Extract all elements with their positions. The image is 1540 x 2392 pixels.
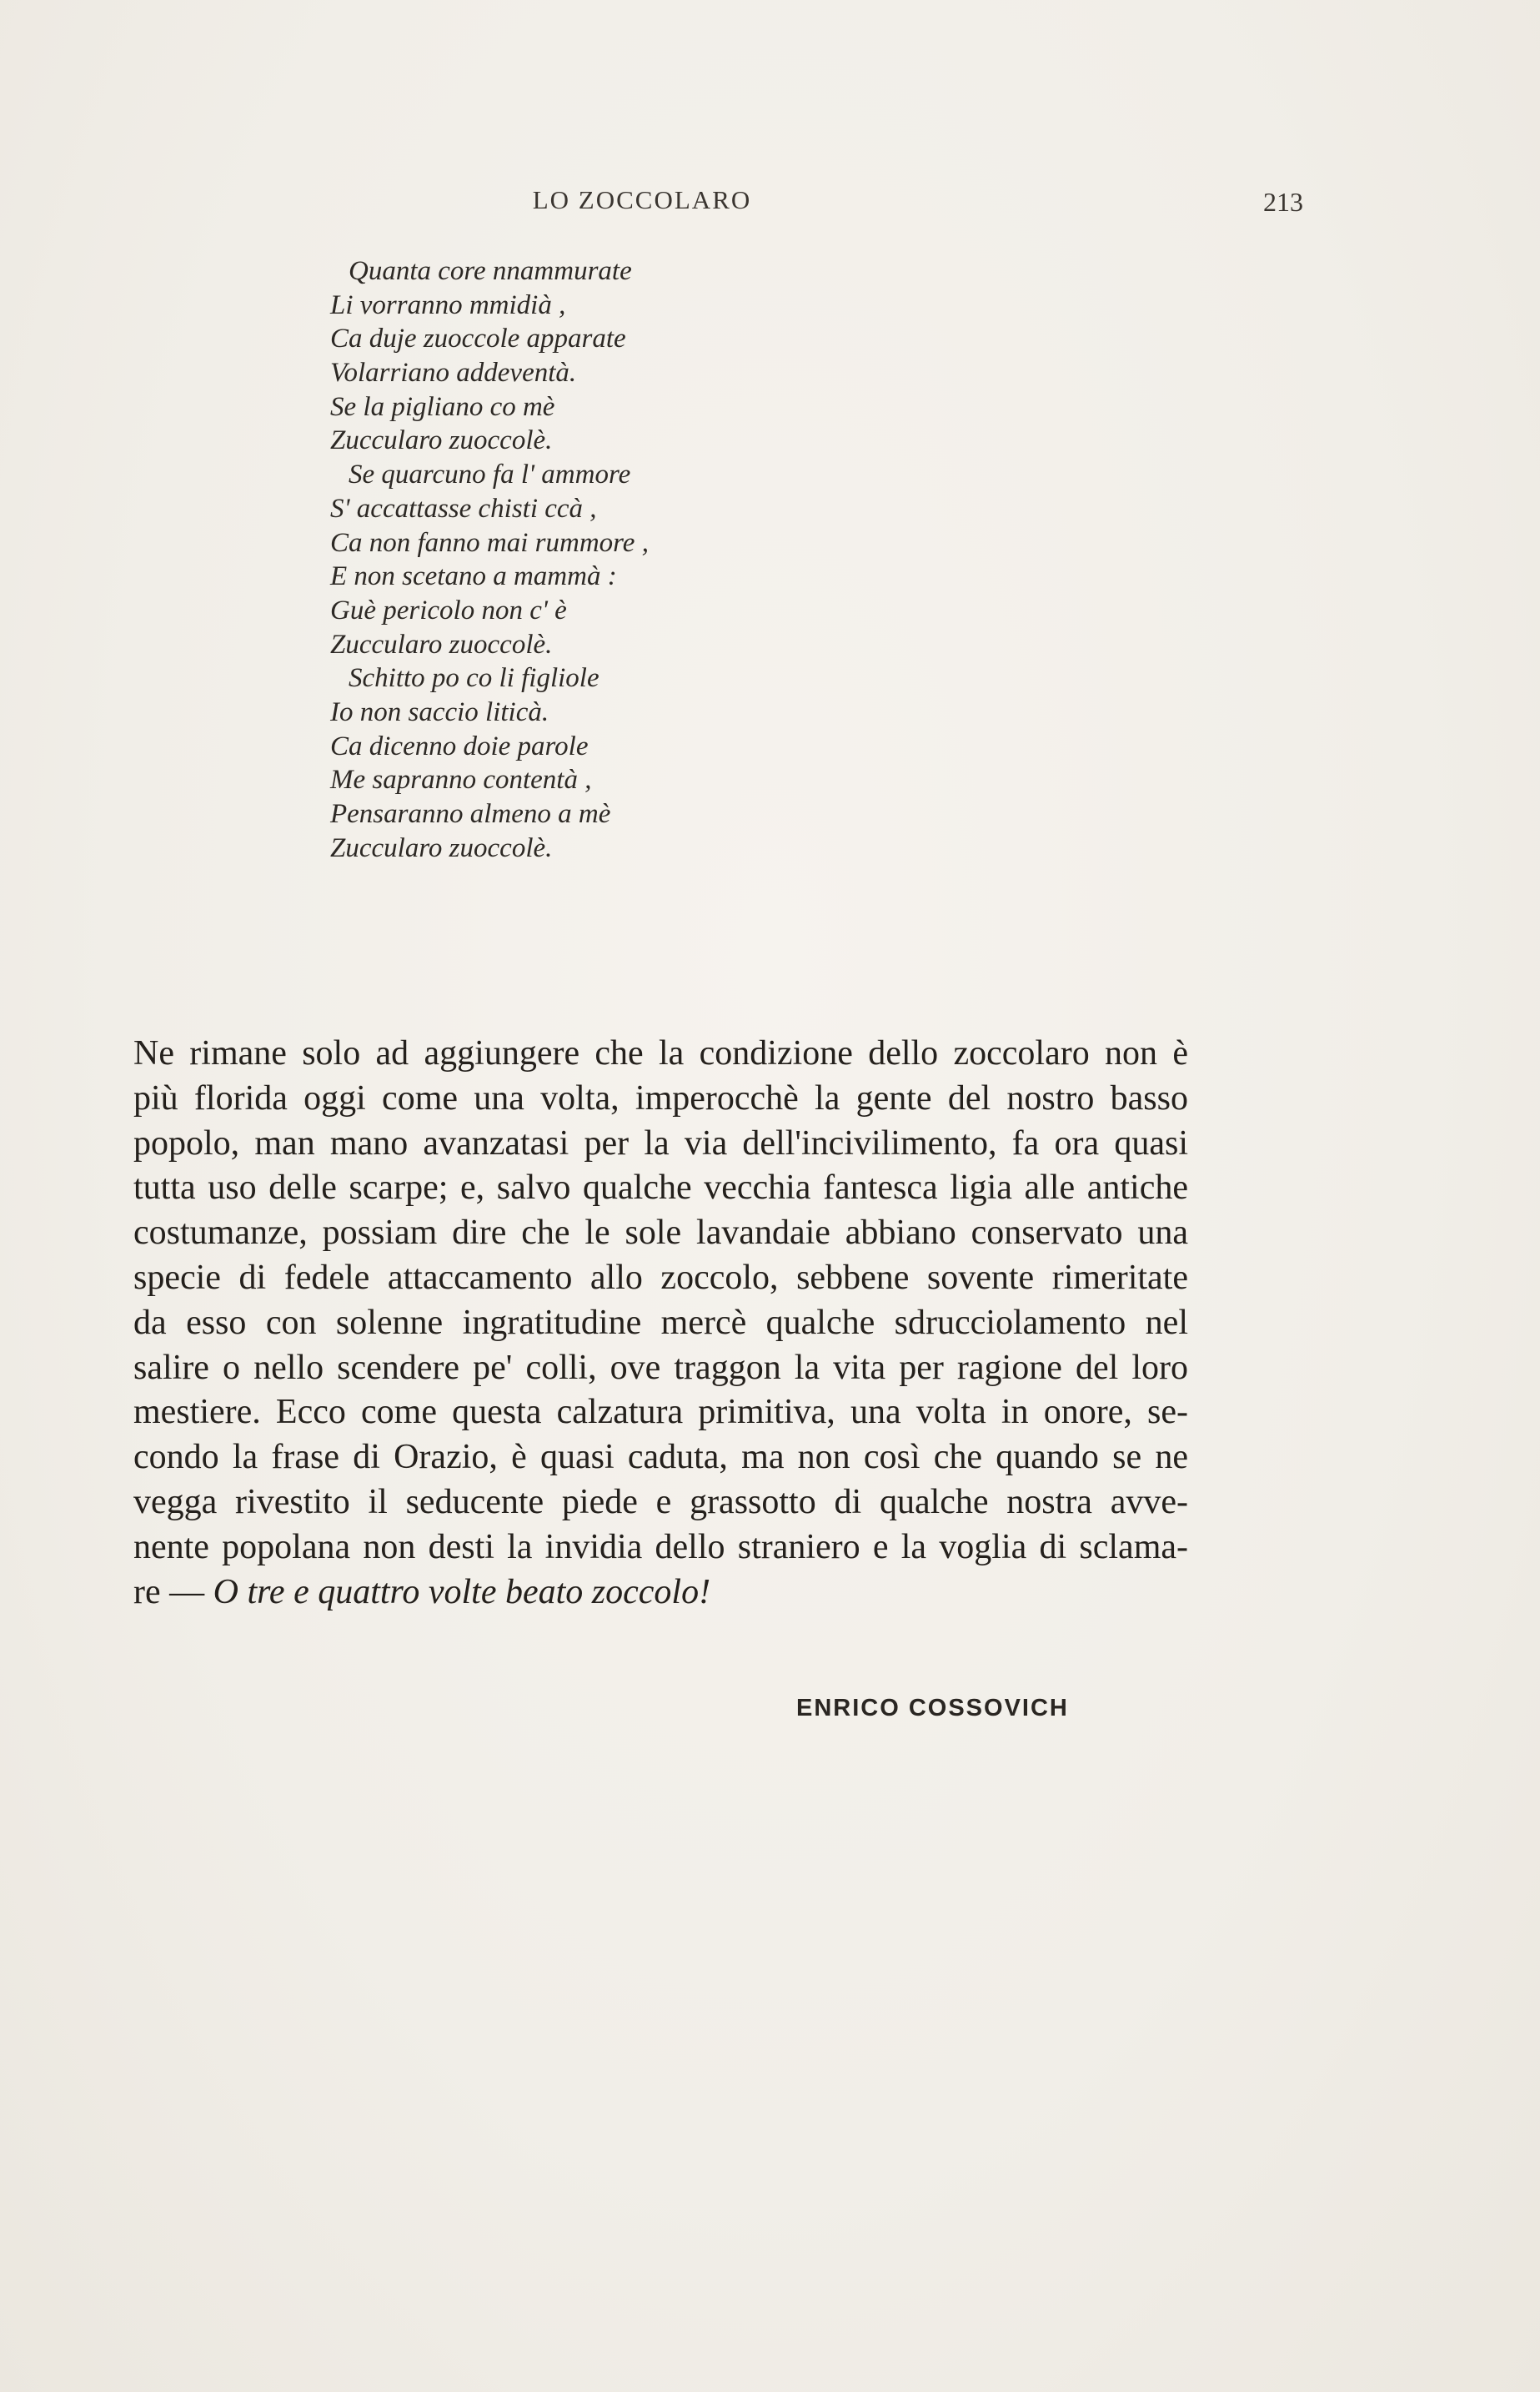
author-signature: ENRICO COSSOVICH <box>796 1695 1069 1721</box>
poem-line: Zucculаro zuoccolè. <box>330 629 553 660</box>
poem-line: S' accattasse chisti ccà , <box>330 493 597 524</box>
poem-line: Pensaranno almeno a mè <box>330 799 611 829</box>
running-title: LO ZOCCOLARO <box>532 185 752 214</box>
prose-paragraph <box>133 1032 1188 1615</box>
poem-line: E non scetano a mammà : <box>330 561 617 592</box>
prose-line: vegga rivestito il seducente piede e grassotto di qualche nostra avve- <box>133 1482 1188 1521</box>
prose-line: specie di fedele attaccamento allo zoccolo, sebbene sovente rimeritate <box>133 1258 1188 1297</box>
prose-line: nente popolana non desti la invidia dello straniero e la voglia di sclama- <box>133 1527 1188 1566</box>
prose-line: mestiere. Ecco come questa calzatura primitiva, una volta in onore, se- <box>133 1393 1188 1432</box>
prose-closing-exclamation: O tre e quattro volte beato zoccolo! <box>213 1572 711 1611</box>
prose-line: da esso con solenne ingratitudine mercè qualche sdrucciolamento nel <box>133 1303 1188 1342</box>
poem-line: Guè pericolo non c' è <box>330 595 567 626</box>
page-header <box>0 185 1540 219</box>
poem-line: Me sapranno contentà , <box>330 765 592 796</box>
prose-line: popolo, man mano avanzatasi per la via dell'incivilimento, fa ora quasi <box>133 1123 1188 1163</box>
dialect-poem <box>330 254 914 865</box>
poem-line: Io non saccio liticà. <box>330 696 549 727</box>
poem-line: Volarriano addeventà. <box>330 358 577 389</box>
poem-line: Zucculаro zuoccolè. <box>330 832 553 863</box>
prose-line: condo la frase di Orazio, è quasi caduta, ma non così che quando se ne <box>133 1438 1188 1477</box>
prose-line: più florida oggi come una volta, imperocchè la gente del nostro basso <box>133 1078 1188 1118</box>
poem-line: Quanta core nnammurate <box>349 256 632 286</box>
prose-last-line-prefix: re — <box>133 1572 213 1611</box>
poem-line: Se quarcuno fa l' ammore <box>349 460 631 490</box>
poem-line: Se la pigliano co mè <box>330 391 555 422</box>
prose-line: costumanze, possiam dire che le sole lavandaie abbiano conservato una <box>133 1214 1188 1253</box>
poem-line: Li vorranno mmidià , <box>330 289 566 320</box>
poem-line: Zucculаro zuoccolè. <box>330 425 553 456</box>
prose-last-line <box>133 1570 1188 1616</box>
prose-line: Ne rimane solo ad aggiungere che la condizione dello zoccolaro non è <box>133 1034 1188 1073</box>
poem-line: Ca dicenno doie parole <box>330 731 589 761</box>
prose-line: salire o nello scendere pe' colli, ove traggon la vita per ragione del loro <box>133 1348 1188 1387</box>
prose-line: tutta uso delle scarpe; e, salvo qualche vecchia fantesca ligia alle antiche <box>133 1168 1188 1208</box>
poem-line: Ca duje zuoccole apparate <box>330 324 626 354</box>
poem-line: Schitto po co li figliole <box>349 663 599 694</box>
page-number: 213 <box>1263 187 1303 217</box>
poem-line: Ca non fanno mai rummore , <box>330 527 649 558</box>
